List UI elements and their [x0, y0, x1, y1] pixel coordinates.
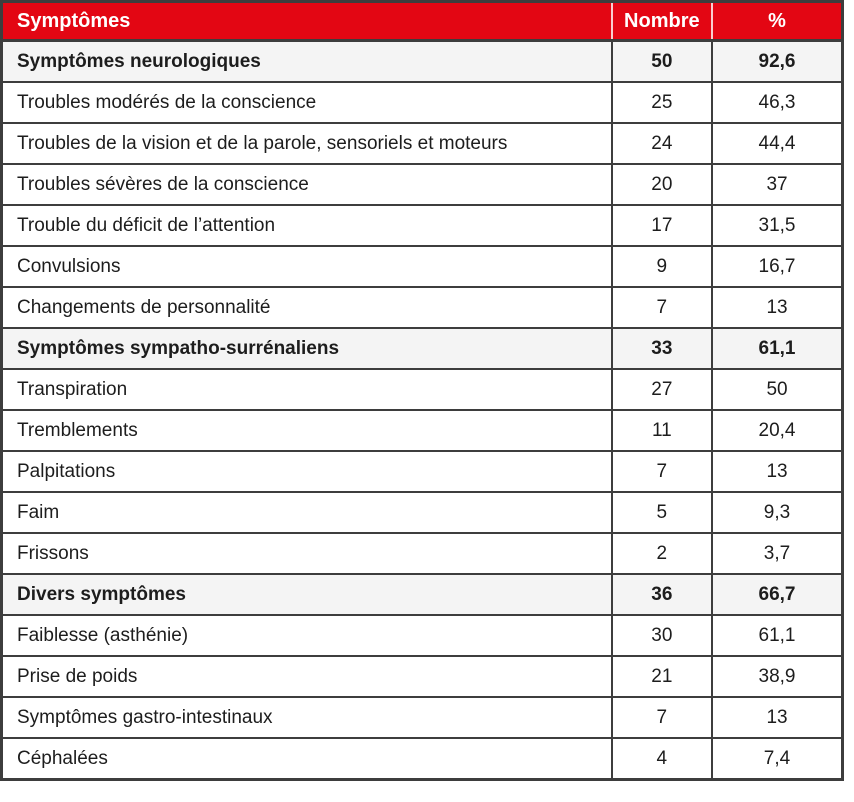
- table-row: [2, 615, 843, 656]
- symptom-cell: Frissons: [2, 533, 612, 574]
- percent-cell: 3,7: [712, 533, 842, 574]
- nombre-cell: 11: [612, 410, 712, 451]
- symptom-cell: Tremblements: [2, 410, 612, 451]
- nombre-cell: 5: [612, 492, 712, 533]
- symptom-cell: Faiblesse (asthénie): [2, 615, 612, 656]
- table-row: [2, 492, 843, 533]
- percent-cell: 31,5: [712, 205, 842, 246]
- section-row: [2, 328, 843, 369]
- percent-cell: 13: [712, 287, 842, 328]
- nombre-cell: 20: [612, 164, 712, 205]
- column-header-percent: %: [712, 2, 842, 41]
- nombre-cell: 9: [612, 246, 712, 287]
- nombre-cell: 7: [612, 697, 712, 738]
- table-row: [2, 697, 843, 738]
- symptom-cell: Symptômes gastro-intestinaux: [2, 697, 612, 738]
- column-header-symptomes: Symptômes: [2, 2, 612, 41]
- symptom-cell: Changements de personnalité: [2, 287, 612, 328]
- symptom-cell: Symptômes neurologiques: [2, 41, 612, 83]
- percent-cell: 38,9: [712, 656, 842, 697]
- table-row: [2, 369, 843, 410]
- column-header-nombre: Nombre: [612, 2, 712, 41]
- nombre-cell: 36: [612, 574, 712, 615]
- symptom-cell: Troubles de la vision et de la parole, sensoriels et moteurs: [2, 123, 612, 164]
- table-row: [2, 246, 843, 287]
- nombre-cell: 33: [612, 328, 712, 369]
- percent-cell: 61,1: [712, 328, 842, 369]
- nombre-cell: 4: [612, 738, 712, 780]
- table-body: [2, 41, 843, 780]
- percent-cell: 13: [712, 697, 842, 738]
- nombre-cell: 24: [612, 123, 712, 164]
- percent-cell: 50: [712, 369, 842, 410]
- symptom-cell: Palpitations: [2, 451, 612, 492]
- header-row: [2, 2, 843, 41]
- percent-cell: 66,7: [712, 574, 842, 615]
- symptom-cell: Prise de poids: [2, 656, 612, 697]
- symptom-cell: Troubles modérés de la conscience: [2, 82, 612, 123]
- percent-cell: 20,4: [712, 410, 842, 451]
- table-row: [2, 410, 843, 451]
- percent-cell: 61,1: [712, 615, 842, 656]
- table-row: [2, 533, 843, 574]
- nombre-cell: 50: [612, 41, 712, 83]
- percent-cell: 7,4: [712, 738, 842, 780]
- table-row: [2, 451, 843, 492]
- section-row: [2, 574, 843, 615]
- nombre-cell: 27: [612, 369, 712, 410]
- symptom-cell: Troubles sévères de la conscience: [2, 164, 612, 205]
- percent-cell: 37: [712, 164, 842, 205]
- section-row: [2, 41, 843, 83]
- symptom-cell: Symptômes sympatho-surrénaliens: [2, 328, 612, 369]
- nombre-cell: 7: [612, 287, 712, 328]
- percent-cell: 16,7: [712, 246, 842, 287]
- nombre-cell: 17: [612, 205, 712, 246]
- nombre-cell: 21: [612, 656, 712, 697]
- table-row: [2, 82, 843, 123]
- percent-cell: 13: [712, 451, 842, 492]
- table-row: [2, 205, 843, 246]
- symptom-cell: Divers symptômes: [2, 574, 612, 615]
- percent-cell: 9,3: [712, 492, 842, 533]
- symptom-cell: Faim: [2, 492, 612, 533]
- nombre-cell: 7: [612, 451, 712, 492]
- table-row: [2, 123, 843, 164]
- table-row: [2, 164, 843, 205]
- nombre-cell: 25: [612, 82, 712, 123]
- percent-cell: 44,4: [712, 123, 842, 164]
- symptom-cell: Transpiration: [2, 369, 612, 410]
- symptom-cell: Céphalées: [2, 738, 612, 780]
- nombre-cell: 30: [612, 615, 712, 656]
- table-row: [2, 738, 843, 780]
- table-row: [2, 656, 843, 697]
- percent-cell: 92,6: [712, 41, 842, 83]
- symptom-cell: Trouble du déficit de l’attention: [2, 205, 612, 246]
- table-row: [2, 287, 843, 328]
- percent-cell: 46,3: [712, 82, 842, 123]
- symptom-cell: Convulsions: [2, 246, 612, 287]
- nombre-cell: 2: [612, 533, 712, 574]
